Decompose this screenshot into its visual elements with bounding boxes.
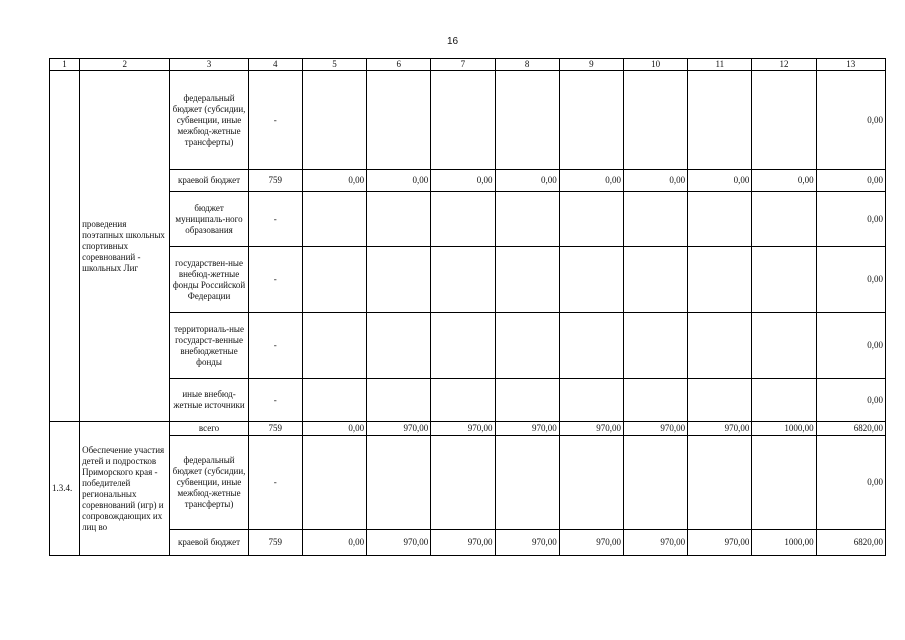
item-code: 1.3.4. [50, 422, 80, 556]
funding-source: бюджет муниципаль-ного образования [170, 192, 248, 247]
funding-source: федеральный бюджет (субсидии, субвенции, иные межбюд-жетные трансферты) [170, 436, 248, 530]
column-header: 12 [752, 59, 816, 71]
grbs-code: 759 [248, 530, 302, 556]
column-header: 3 [170, 59, 248, 71]
value-cell: 0,00 [688, 170, 752, 192]
value-cell [752, 247, 816, 313]
value-cell: 0,00 [302, 422, 366, 436]
budget-table [49, 58, 886, 556]
column-header: 13 [816, 59, 885, 71]
value-cell: 970,00 [367, 422, 431, 436]
value-cell: 970,00 [495, 422, 559, 436]
column-header: 9 [559, 59, 623, 71]
value-cell [495, 379, 559, 422]
value-cell [431, 71, 495, 170]
grbs-code: - [248, 379, 302, 422]
column-header: 2 [80, 59, 170, 71]
value-cell [688, 247, 752, 313]
total-cell: 6820,00 [816, 530, 885, 556]
funding-source: иные внебюд-жетные источники [170, 379, 248, 422]
value-cell [752, 436, 816, 530]
value-cell: 970,00 [623, 530, 687, 556]
value-cell: 970,00 [431, 422, 495, 436]
funding-source: краевой бюджет [170, 530, 248, 556]
table-row [50, 422, 886, 436]
value-cell [688, 436, 752, 530]
table-row [50, 247, 886, 313]
value-cell: 1000,00 [752, 530, 816, 556]
grbs-code: - [248, 313, 302, 379]
value-cell [559, 192, 623, 247]
table-row [50, 170, 886, 192]
value-cell [431, 313, 495, 379]
value-cell [559, 313, 623, 379]
value-cell [495, 436, 559, 530]
column-header: 6 [367, 59, 431, 71]
value-cell [623, 436, 687, 530]
table-row [50, 192, 886, 247]
grbs-code: - [248, 192, 302, 247]
value-cell [431, 379, 495, 422]
page-number: 16 [446, 36, 459, 47]
value-cell [302, 71, 366, 170]
value-cell [495, 247, 559, 313]
column-header: 4 [248, 59, 302, 71]
value-cell [495, 192, 559, 247]
value-cell [752, 379, 816, 422]
value-cell [623, 379, 687, 422]
value-cell: 970,00 [495, 530, 559, 556]
value-cell: 0,00 [559, 170, 623, 192]
value-cell: 0,00 [367, 170, 431, 192]
funding-source: всего [170, 422, 248, 436]
value-cell [367, 71, 431, 170]
value-cell [367, 313, 431, 379]
table-row [50, 436, 886, 530]
table-row [50, 379, 886, 422]
column-header: 7 [431, 59, 495, 71]
value-cell [752, 192, 816, 247]
funding-source: краевой бюджет [170, 170, 248, 192]
total-cell: 0,00 [816, 71, 885, 170]
table-header-row [50, 59, 886, 71]
value-cell: 0,00 [495, 170, 559, 192]
column-header: 11 [688, 59, 752, 71]
value-cell: 0,00 [431, 170, 495, 192]
value-cell [752, 71, 816, 170]
value-cell [431, 436, 495, 530]
total-cell: 0,00 [816, 379, 885, 422]
total-cell: 0,00 [816, 436, 885, 530]
value-cell [431, 192, 495, 247]
value-cell [559, 71, 623, 170]
value-cell [495, 313, 559, 379]
value-cell [559, 247, 623, 313]
total-cell: 0,00 [816, 247, 885, 313]
value-cell [495, 71, 559, 170]
value-cell: 970,00 [688, 530, 752, 556]
value-cell [688, 379, 752, 422]
column-header: 5 [302, 59, 366, 71]
value-cell [688, 313, 752, 379]
value-cell: 970,00 [688, 422, 752, 436]
value-cell: 970,00 [559, 422, 623, 436]
value-cell: 0,00 [302, 530, 366, 556]
grbs-code: 759 [248, 170, 302, 192]
value-cell [559, 436, 623, 530]
value-cell: 970,00 [367, 530, 431, 556]
value-cell: 0,00 [623, 170, 687, 192]
value-cell [752, 313, 816, 379]
value-cell [367, 379, 431, 422]
table-row [50, 71, 886, 170]
value-cell [302, 436, 366, 530]
value-cell [367, 192, 431, 247]
column-header: 1 [50, 59, 80, 71]
value-cell: 0,00 [302, 170, 366, 192]
grbs-code: - [248, 71, 302, 170]
value-cell [367, 436, 431, 530]
funding-source: государствен-ные внебюд-жетные фонды Российской Федерации [170, 247, 248, 313]
value-cell: 0,00 [752, 170, 816, 192]
total-cell: 0,00 [816, 192, 885, 247]
value-cell: 970,00 [559, 530, 623, 556]
funding-source: территориаль-ные государст-венные внебюджетные фонды [170, 313, 248, 379]
funding-source: федеральный бюджет (субсидии, субвенции, иные межбюд-жетные трансферты) [170, 71, 248, 170]
item-code [50, 71, 80, 422]
value-cell [367, 247, 431, 313]
total-cell: 0,00 [816, 313, 885, 379]
value-cell: 1000,00 [752, 422, 816, 436]
grbs-code: - [248, 247, 302, 313]
value-cell [623, 247, 687, 313]
value-cell [302, 247, 366, 313]
value-cell [302, 192, 366, 247]
value-cell: 970,00 [431, 530, 495, 556]
value-cell [623, 192, 687, 247]
item-name: проведения поэтапных школьных спортивных соревнований - школьных Лиг [80, 71, 170, 422]
column-header: 8 [495, 59, 559, 71]
value-cell [623, 71, 687, 170]
table-row [50, 313, 886, 379]
total-cell: 0,00 [816, 170, 885, 192]
value-cell [623, 313, 687, 379]
item-name: Обеспечение участия детей и подростков Приморского края - победителей региональных соревнований (игр) и сопровождающих их лиц во [80, 422, 170, 556]
grbs-code: 759 [248, 422, 302, 436]
grbs-code: - [248, 436, 302, 530]
value-cell [688, 71, 752, 170]
value-cell [688, 192, 752, 247]
column-header: 10 [623, 59, 687, 71]
table-row [50, 530, 886, 556]
value-cell [302, 313, 366, 379]
value-cell [559, 379, 623, 422]
value-cell [302, 379, 366, 422]
value-cell [431, 247, 495, 313]
value-cell: 970,00 [623, 422, 687, 436]
total-cell: 6820,00 [816, 422, 885, 436]
